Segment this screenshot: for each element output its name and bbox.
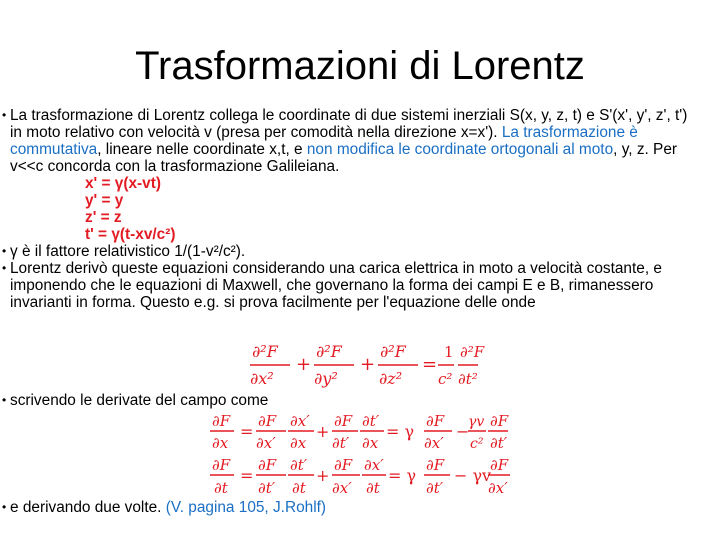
svg-text:∂x: ∂x bbox=[290, 434, 307, 452]
bullet-icon: • bbox=[2, 261, 7, 275]
svg-text:∂F: ∂F bbox=[334, 456, 353, 474]
svg-text:= γ: = γ bbox=[388, 466, 417, 485]
svg-text:c²: c² bbox=[438, 370, 453, 388]
svg-text:γv: γv bbox=[468, 414, 485, 430]
closing-paragraph bbox=[2, 499, 327, 516]
svg-text:∂t: ∂t bbox=[292, 479, 306, 497]
slide-title: Trasformazioni di Lorentz bbox=[135, 44, 585, 88]
svg-text:∂t′: ∂t′ bbox=[426, 479, 444, 497]
svg-text:∂F: ∂F bbox=[426, 412, 445, 430]
equation-y: y' = y bbox=[85, 192, 124, 209]
svg-text:∂x′: ∂x′ bbox=[488, 479, 508, 497]
svg-text:∂F: ∂F bbox=[490, 456, 509, 474]
bullet-icon: • bbox=[2, 244, 7, 258]
svg-text:∂z²: ∂z² bbox=[379, 369, 403, 388]
svg-text:c²: c² bbox=[470, 436, 484, 452]
svg-text:∂²F: ∂²F bbox=[316, 342, 342, 361]
svg-text:+: + bbox=[316, 466, 330, 485]
svg-text:∂F: ∂F bbox=[490, 412, 509, 430]
bullet-icon: • bbox=[2, 500, 7, 514]
intro-paragraph bbox=[2, 107, 700, 175]
svg-text:∂x²: ∂x² bbox=[250, 369, 274, 388]
svg-text:∂F: ∂F bbox=[258, 456, 277, 474]
wave-equation bbox=[248, 342, 485, 392]
equation-t: t' = γ(t-xv/c²) bbox=[85, 226, 176, 243]
svg-text:∂t′: ∂t′ bbox=[490, 434, 508, 452]
svg-text:− γv: − γv bbox=[454, 466, 492, 485]
scrivendo-paragraph bbox=[2, 392, 269, 409]
svg-text:=: = bbox=[240, 466, 254, 485]
svg-text:∂²F: ∂²F bbox=[460, 343, 485, 361]
intro-text-a: La trasformazione di Lorentz collega le coordinate di due sistemi inerziali S(x, y, z, t) e S'(x', y', z', t') in moto relativo con velocità v (presa per comodità nella direzione x=x'). bbox=[10, 107, 688, 141]
intro-text-c: , lineare nelle coordinate x,t, e bbox=[97, 141, 307, 158]
lorentz-text: Lorentz derivò queste equazioni considerando una carica elettrica in moto a velocità costante, e imponendo che le equazioni di Maxwell, che governano la forma dei campi E e B, rimanessero invarianti in forma. Questo e.g. si prova facilmente per l'equazione delle onde bbox=[10, 260, 662, 311]
svg-text:∂t′: ∂t′ bbox=[332, 434, 350, 452]
svg-text:∂F: ∂F bbox=[426, 456, 445, 474]
svg-text:∂²F: ∂²F bbox=[380, 342, 406, 361]
derivative-equations bbox=[210, 410, 510, 502]
svg-text:∂F: ∂F bbox=[212, 412, 231, 430]
scrivendo-text: scrivendo le derivate del campo come bbox=[10, 392, 269, 409]
svg-text:∂x′: ∂x′ bbox=[332, 479, 352, 497]
svg-text:1: 1 bbox=[444, 343, 454, 361]
svg-text:= γ: = γ bbox=[386, 422, 415, 441]
svg-text:∂x: ∂x bbox=[362, 434, 379, 452]
svg-text:=: = bbox=[240, 422, 254, 441]
svg-text:∂F: ∂F bbox=[258, 412, 277, 430]
intro-text-commutative: La trasformazione è commutativa bbox=[10, 124, 638, 158]
intro-text-e: , y, z. Per v<<c concorda con la trasformazione Galileiana. bbox=[10, 141, 678, 175]
svg-text:∂t′: ∂t′ bbox=[362, 412, 380, 430]
gamma-text: γ è il fattore relativistico 1/(1-v²/c²). bbox=[10, 243, 246, 260]
svg-text:+: + bbox=[360, 354, 376, 375]
gamma-paragraph bbox=[2, 243, 700, 260]
intro-text-orthogonal: non modifica le coordinate ortogonali al moto bbox=[306, 141, 614, 158]
svg-text:−: − bbox=[456, 422, 470, 441]
svg-text:∂t′: ∂t′ bbox=[290, 456, 308, 474]
svg-text:∂t: ∂t bbox=[366, 479, 380, 497]
bullet-icon: • bbox=[2, 393, 7, 407]
svg-text:=: = bbox=[422, 354, 438, 375]
reference-text: (V. pagina 105, J.Rohlf) bbox=[165, 499, 327, 516]
svg-text:∂x′: ∂x′ bbox=[364, 456, 384, 474]
svg-text:∂F: ∂F bbox=[212, 456, 231, 474]
svg-text:∂x′: ∂x′ bbox=[424, 434, 444, 452]
equation-x: x' = γ(x-vt) bbox=[85, 175, 161, 192]
slide-body bbox=[2, 107, 700, 311]
svg-text:∂x: ∂x bbox=[212, 434, 229, 452]
svg-text:∂y²: ∂y² bbox=[314, 369, 338, 388]
svg-text:∂t: ∂t bbox=[214, 479, 228, 497]
svg-text:∂x′: ∂x′ bbox=[256, 434, 276, 452]
lorentz-paragraph bbox=[2, 260, 700, 311]
svg-text:+: + bbox=[316, 422, 330, 441]
svg-text:+: + bbox=[296, 354, 312, 375]
svg-text:∂t²: ∂t² bbox=[458, 370, 478, 388]
svg-text:∂²F: ∂²F bbox=[252, 342, 278, 361]
closing-text: e derivando due volte. bbox=[10, 499, 166, 516]
svg-text:∂F: ∂F bbox=[334, 412, 353, 430]
equation-z: z' = z bbox=[85, 209, 122, 226]
svg-text:∂x′: ∂x′ bbox=[290, 412, 310, 430]
svg-text:∂t′: ∂t′ bbox=[258, 479, 276, 497]
bullet-icon: • bbox=[2, 108, 7, 122]
